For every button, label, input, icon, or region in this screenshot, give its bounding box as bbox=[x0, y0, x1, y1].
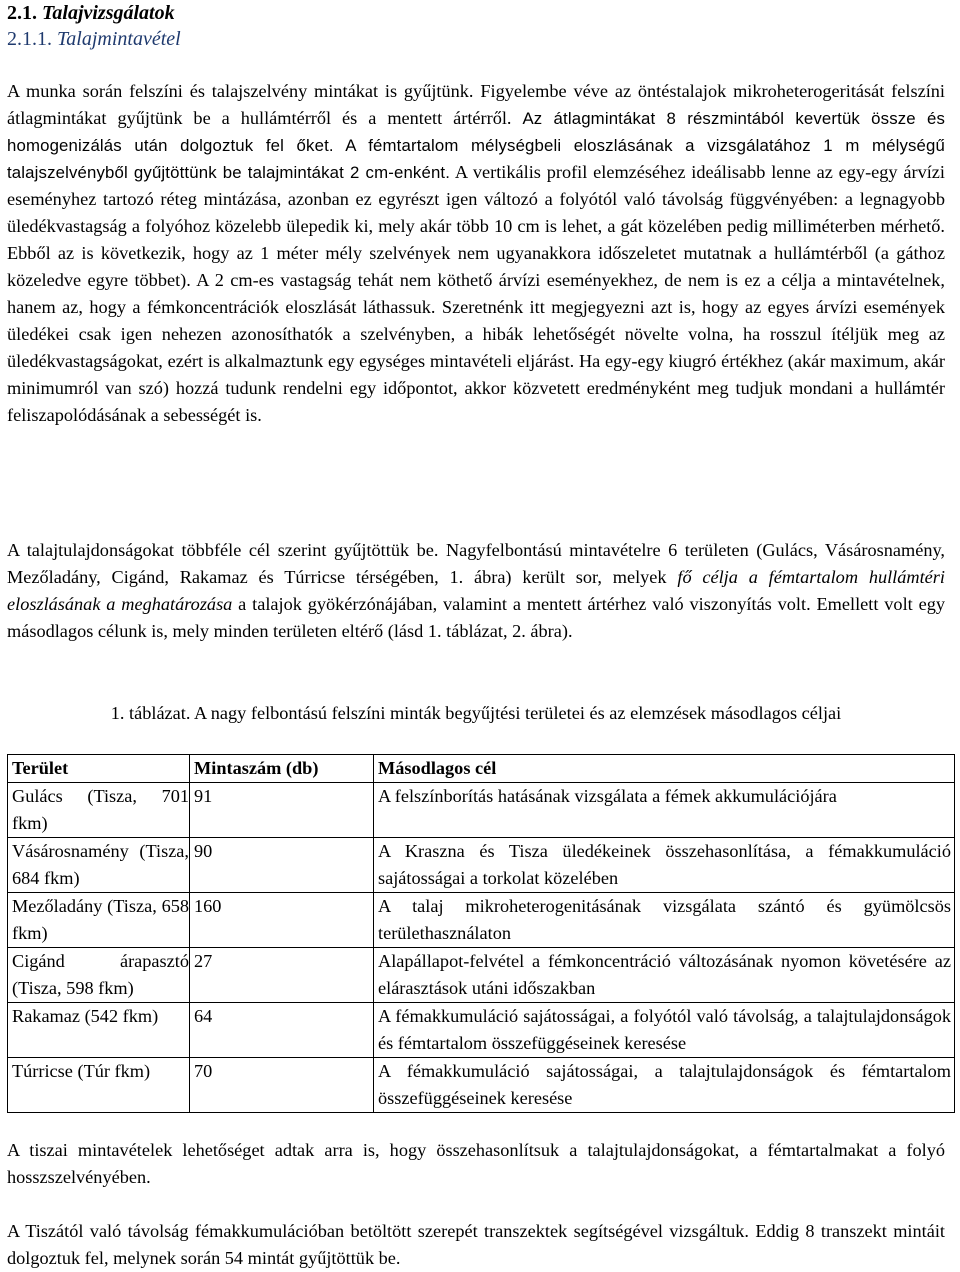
table-header-cell: Terület bbox=[8, 755, 190, 783]
count-cell: 91 bbox=[190, 783, 374, 838]
goal-cell: A talaj mikroheterogenitásának vizsgálata szántó és gyümölcsös területhasználaton bbox=[374, 893, 955, 948]
goal-cell: A felszínborítás hatásának vizsgálata a fémek akkumulációjára bbox=[374, 783, 955, 838]
section-number: 2.1. bbox=[7, 2, 37, 24]
paragraph-text: A munka során felszíni és talajszelvény mintákat is gyűjtünk. Figyelembe véve az öntéstalajok mikroheterogeritását felszíni átlagmintákat gyűjtünk be a hullámtérről és a mentett ártérről. bbox=[7, 81, 945, 128]
count-cell: 70 bbox=[190, 1058, 374, 1113]
count-cell: 64 bbox=[190, 1003, 374, 1058]
table-header-cell: Másodlagos cél bbox=[374, 755, 955, 783]
table-row bbox=[8, 893, 955, 948]
table-caption: 1. táblázat. A nagy felbontású felszíni minták begyűjtési területei és az elemzések másodlagos céljai bbox=[110, 703, 842, 723]
paragraph-text: Az átlagmintákat 8 részmintából kevertük össze és homogenizálás után dolgoztuk fel őket. A fémtartalom mélységbeli eloszlásának a vizsgálatához 1 m mélységű talajszelvényből gyűjtöttünk be talajmintákat 2 cm-enként. bbox=[7, 109, 945, 182]
paragraph-text: A talajtulajdonságokat többféle cél szerint gyűjtöttük be. Nagyfelbontású mintavételre 6 területen (Gulács, Vásárosnamény, Mezőladány, Cigánd, Rakamaz és Túrricse térségében, 1. ábra) került sor, melyek bbox=[7, 540, 945, 587]
table-header-cell: Mintaszám (db) bbox=[190, 755, 374, 783]
paragraph-sampling-method bbox=[7, 78, 945, 429]
goal-cell: A fémakkumuláció sajátosságai, a talajtulajdonságok és fémtartalom összefüggéseinek keresése bbox=[374, 1058, 955, 1113]
area-cell: Cigánd árapasztó (Tisza, 598 fkm) bbox=[8, 948, 190, 1003]
count-cell: 27 bbox=[190, 948, 374, 1003]
paragraph-sampling-goals bbox=[7, 537, 945, 645]
area-cell: Túrricse (Túr fkm) bbox=[8, 1058, 190, 1113]
count-cell: 160 bbox=[190, 893, 374, 948]
subsection-heading bbox=[7, 26, 181, 52]
goal-cell: A fémakkumuláció sajátosságai, a folyótól való távolság, a talajtulajdonságok és fémtartalom összefüggéseinek keresése bbox=[374, 1003, 955, 1058]
paragraph-text: a talajok gyökérzónájában, valamint a mentett ártérhez való viszonyítás volt. Emellett volt egy másodlagos célunk is, mely minden területen eltérő (lásd 1. táblázat, 2. ábra). bbox=[7, 594, 945, 641]
subsection-title: Talajmintavétel bbox=[57, 28, 181, 50]
table-header-row bbox=[8, 755, 955, 783]
table-row bbox=[8, 1003, 955, 1058]
area-cell: Mezőladány (Tisza, 658 fkm) bbox=[8, 893, 190, 948]
area-cell: Gulács (Tisza, 701 fkm) bbox=[8, 783, 190, 838]
sampling-areas-table bbox=[7, 754, 955, 1113]
goal-cell: A Kraszna és Tisza üledékeinek összehasonlítása, a fémakkumuláció sajátosságai a torkolat közelében bbox=[374, 838, 955, 893]
paragraph-text: A vertikális profil elemzéséhez ideálisabb lenne az egy-egy árvízi eseményhez tartozó réteg mintázása, azonban ez egyrészt igen változó a folyótól való távolság függvényében: a legnagyobb üledékvastagság a folyóhoz közelebb ülepedik ki, mely akár több 10 cm is lehet, a gát közelében pedig milliméterben mérhető. Ebből az is következik, hogy az 1 méter mély szelvények nem ugyanakkora időszeletet mutatnak a hullámtérből (a gáthoz közeledve egyre többet). A 2 cm-es vastagság tehát nem köthető árvízi eseményekhez, de nem is ez a célja a mintavételnek, hanem az, hogy a fémkoncentrációk eloszlását láthassuk. Szeretnénk itt megjegyezni azt is, hogy az egyes árvízi események üledékei csak igen nehezen azonosíthatók a szelvényben, a hibák lehetőségét növelte volna, ha rosszul ítéljük meg az üledékvastagságokat, ezért is alkalmaztunk egy egységes mintavételi eljárást. Ha egy-egy kiugró értékhez (akár maximum, akár minimumról van szó) hozzá tudunk rendelni egy időpontot, akkor közvetett eredményként meg tudjuk mondani a hullámtér feliszapolódásának a sebességét is. bbox=[7, 162, 945, 425]
section-title: Talajvizsgálatok bbox=[42, 2, 175, 24]
paragraph-transects: A Tiszától való távolság fémakkumulációban betöltött szerepét transzektek segítségével vizsgáltuk. Eddig 8 transzekt mintáit dolgoztuk fel, melynek során 54 mintát gyűjtöttük be. bbox=[7, 1221, 945, 1268]
subsection-number: 2.1.1. bbox=[7, 28, 52, 50]
area-cell: Vásárosnamény (Tisza, 684 fkm) bbox=[8, 838, 190, 893]
table-row bbox=[8, 838, 955, 893]
paragraph-longitudinal: A tiszai mintavételek lehetőséget adtak arra is, hogy összehasonlítsuk a talajtulajdonságokat, a fémtartalmakat a folyó hosszszelvényében. bbox=[7, 1140, 945, 1187]
count-cell: 90 bbox=[190, 838, 374, 893]
italic-emphasis: fő célja a fémtartalom hullámtéri eloszlásának a meghatározása bbox=[7, 567, 945, 614]
table-row bbox=[8, 1058, 955, 1113]
table-row bbox=[8, 948, 955, 1003]
goal-cell: Alapállapot-felvétel a fémkoncentráció változásának nyomon követésére az elárasztások utáni időszakban bbox=[374, 948, 955, 1003]
section-heading bbox=[7, 0, 175, 26]
table-row bbox=[8, 783, 955, 838]
area-cell: Rakamaz (542 fkm) bbox=[8, 1003, 190, 1058]
